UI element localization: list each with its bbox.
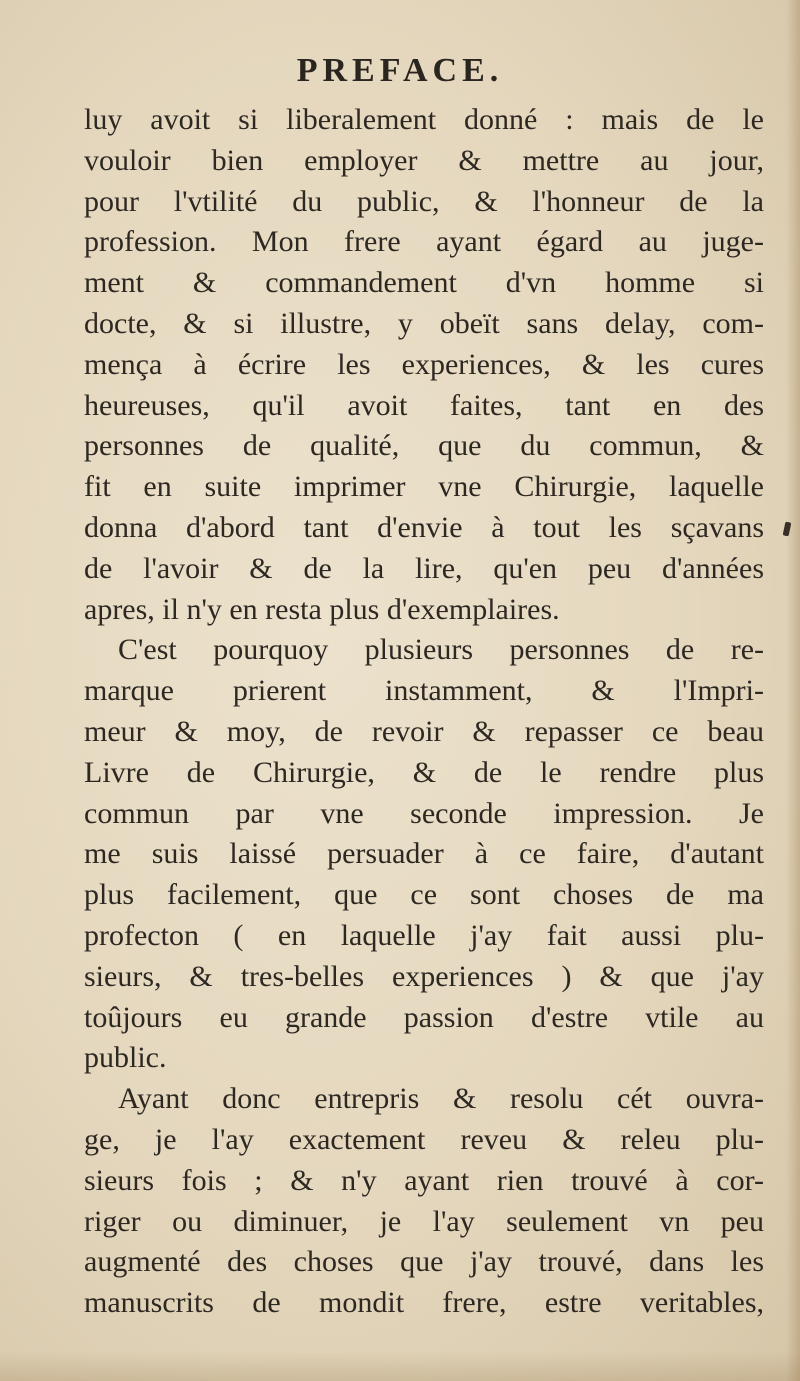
paragraph-start-line: Ayant donc entrepris & resolu cét ouvra- [118,1082,764,1116]
text-line: ge, je l'ay exactement reveu & releu plu- [84,1122,764,1156]
paragraph-start-line: C'est pourquoy plusieurs personnes de re- [118,633,764,667]
text-line: donna d'abord tant d'envie à tout les sçavans [84,510,764,544]
text-line: me suis laissé persuader à ce faire, d'autant [84,837,764,871]
page-edge-shadow [786,0,800,1381]
text-line: toûjours eu grande passion d'estre vtile au [84,1000,764,1034]
text-line: luy avoit si liberalement donné : mais de le [84,103,764,136]
text-line: mença à écrire les experiences, & les cures [84,347,764,381]
text-line: public. [84,1041,167,1075]
text-line: personnes de qualité, que du commun, & [84,429,764,463]
text-line: vouloir bien employer & mettre au jour, [84,143,764,177]
text-line: plus facilement, que ce sont choses de ma [84,878,764,912]
text-line: augmenté des choses que j'ay trouvé, dans les [84,1245,764,1279]
text-line: ment & commandement d'vn homme si [84,266,764,300]
text-line: manuscrits de mondit frere, estre veritables, [84,1286,764,1320]
text-line: sieurs fois ; & n'y ayant rien trouvé à cor- [84,1163,764,1197]
text-line: profecton ( en laquelle j'ay fait aussi plu- [84,918,764,952]
text-line: riger ou diminuer, je l'ay seulement vn peu [84,1204,764,1238]
text-line: marque prierent instamment, & l'Impri- [84,674,764,708]
text-line: sieurs, & tres-belles experiences ) & que j'ay [84,959,764,993]
body-text [84,100,764,1324]
text-line: apres, il n'y en resta plus d'exemplaires. [84,592,560,626]
text-line: profession. Mon frere ayant égard au juge- [84,225,764,259]
page-bottom-shadow [0,1351,800,1381]
text-line: de l'avoir & de la lire, qu'en peu d'années [84,551,764,585]
text-line: heureuses, qu'il avoit faites, tant en des [84,388,764,422]
running-head: PREFACE. [296,52,504,89]
text-line: Livre de Chirurgie, & de le rendre plus [84,755,764,789]
text-line: commun par vne seconde impression. Je [84,796,764,830]
text-line: fit en suite imprimer vne Chirurgie, laquelle [84,470,764,504]
text-line: docte, & si illustre, y obeït sans delay, com- [84,306,764,340]
text-line: pour l'vtilité du public, & l'honneur de la [84,184,764,218]
text-line: meur & moy, de revoir & repasser ce beau [84,714,764,748]
